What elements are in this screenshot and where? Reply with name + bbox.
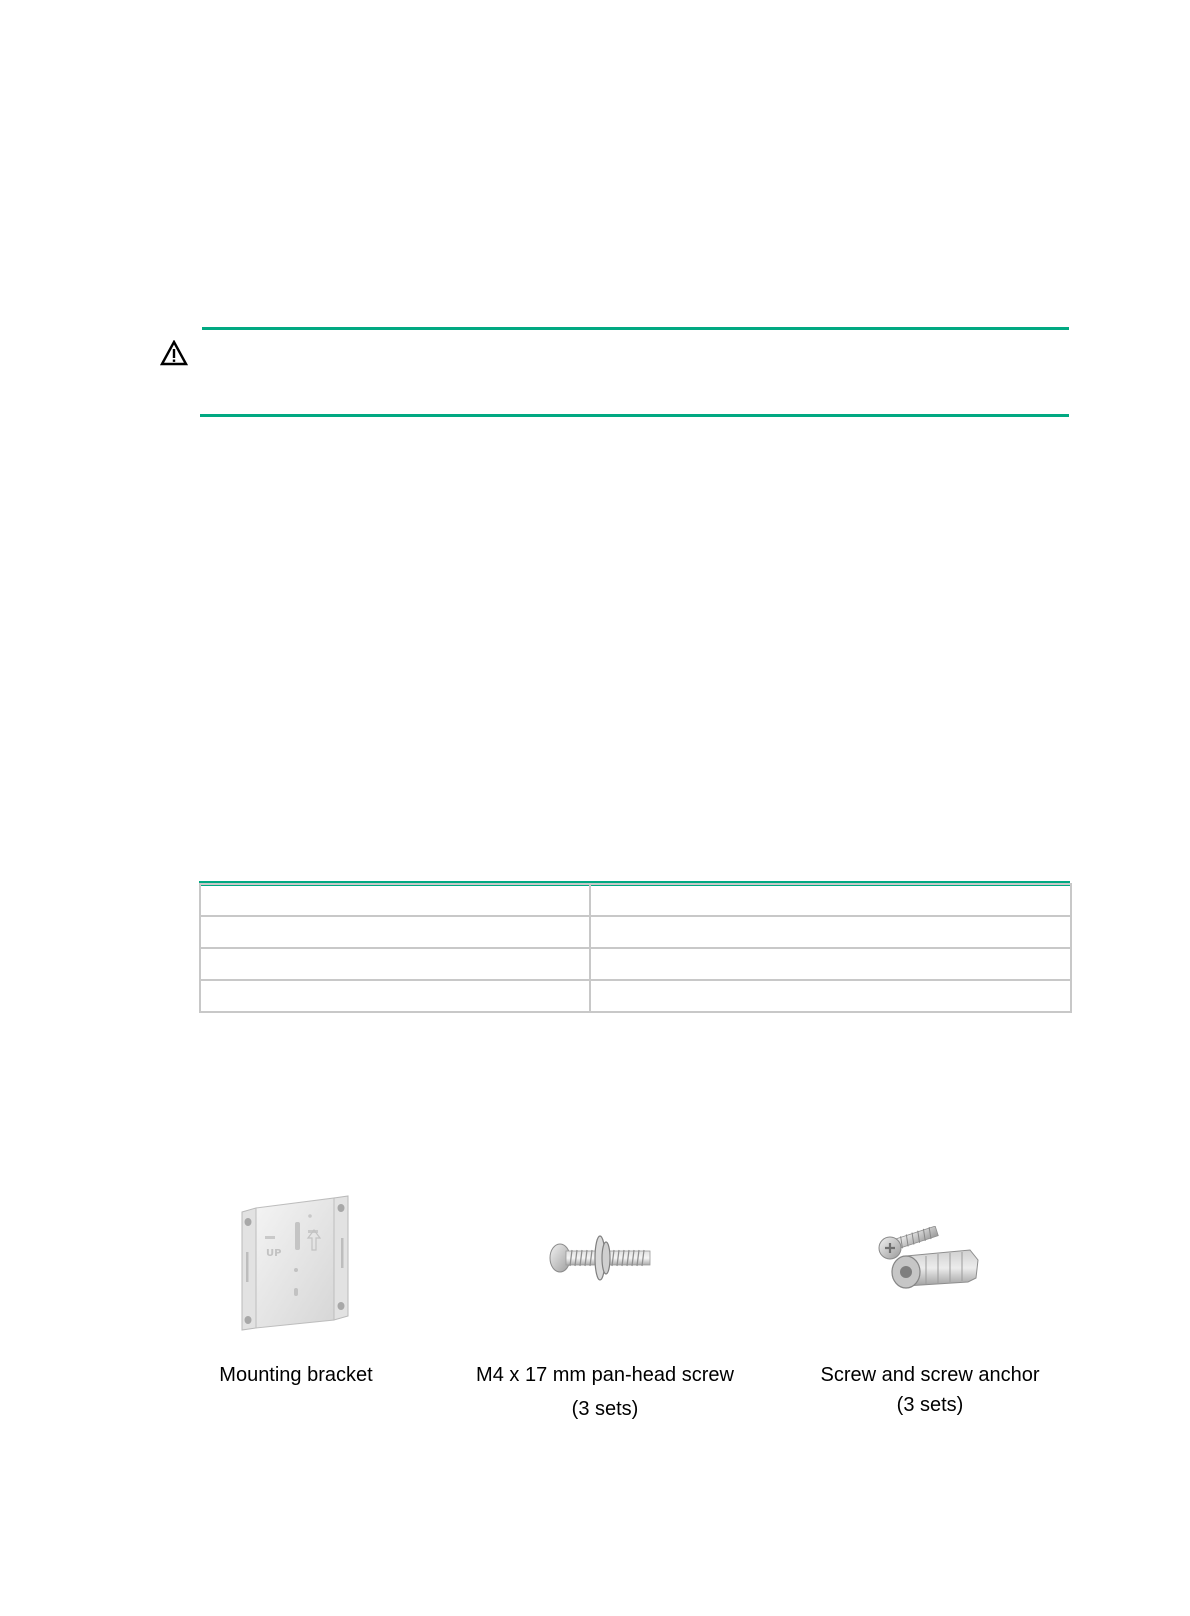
table-row [200, 884, 1071, 916]
part-caption-mounting-bracket: Mounting bracket [219, 1364, 373, 1386]
warning-triangle-icon [160, 340, 188, 366]
svg-text:UP: UP [266, 1248, 282, 1259]
part-caption-screw-anchor: Screw and screw anchor [820, 1364, 1040, 1386]
table-cell [200, 884, 590, 916]
table-row [200, 948, 1071, 980]
part-caption-screw-anchor-qty: (3 sets) [896, 1394, 964, 1416]
table-cell [590, 980, 1071, 1012]
warning-bottom-rule [200, 414, 1069, 417]
table-row [200, 980, 1071, 1012]
part-caption-pan-head-screw: M4 x 17 mm pan-head screw [476, 1364, 734, 1386]
table-cell [590, 884, 1071, 916]
table-cell [200, 948, 590, 980]
mounting-bracket-illustration [238, 1194, 352, 1334]
table-row [200, 916, 1071, 948]
warning-top-rule [202, 327, 1069, 330]
table-cell [590, 916, 1071, 948]
part-caption-pan-head-screw-qty: (3 sets) [571, 1398, 639, 1420]
table-cell [200, 980, 590, 1012]
table-cell [200, 916, 590, 948]
screw-anchor-illustration [878, 1226, 984, 1304]
parts-table [199, 883, 1072, 1013]
pan-head-screw-illustration [548, 1234, 652, 1282]
table-cell [590, 948, 1071, 980]
